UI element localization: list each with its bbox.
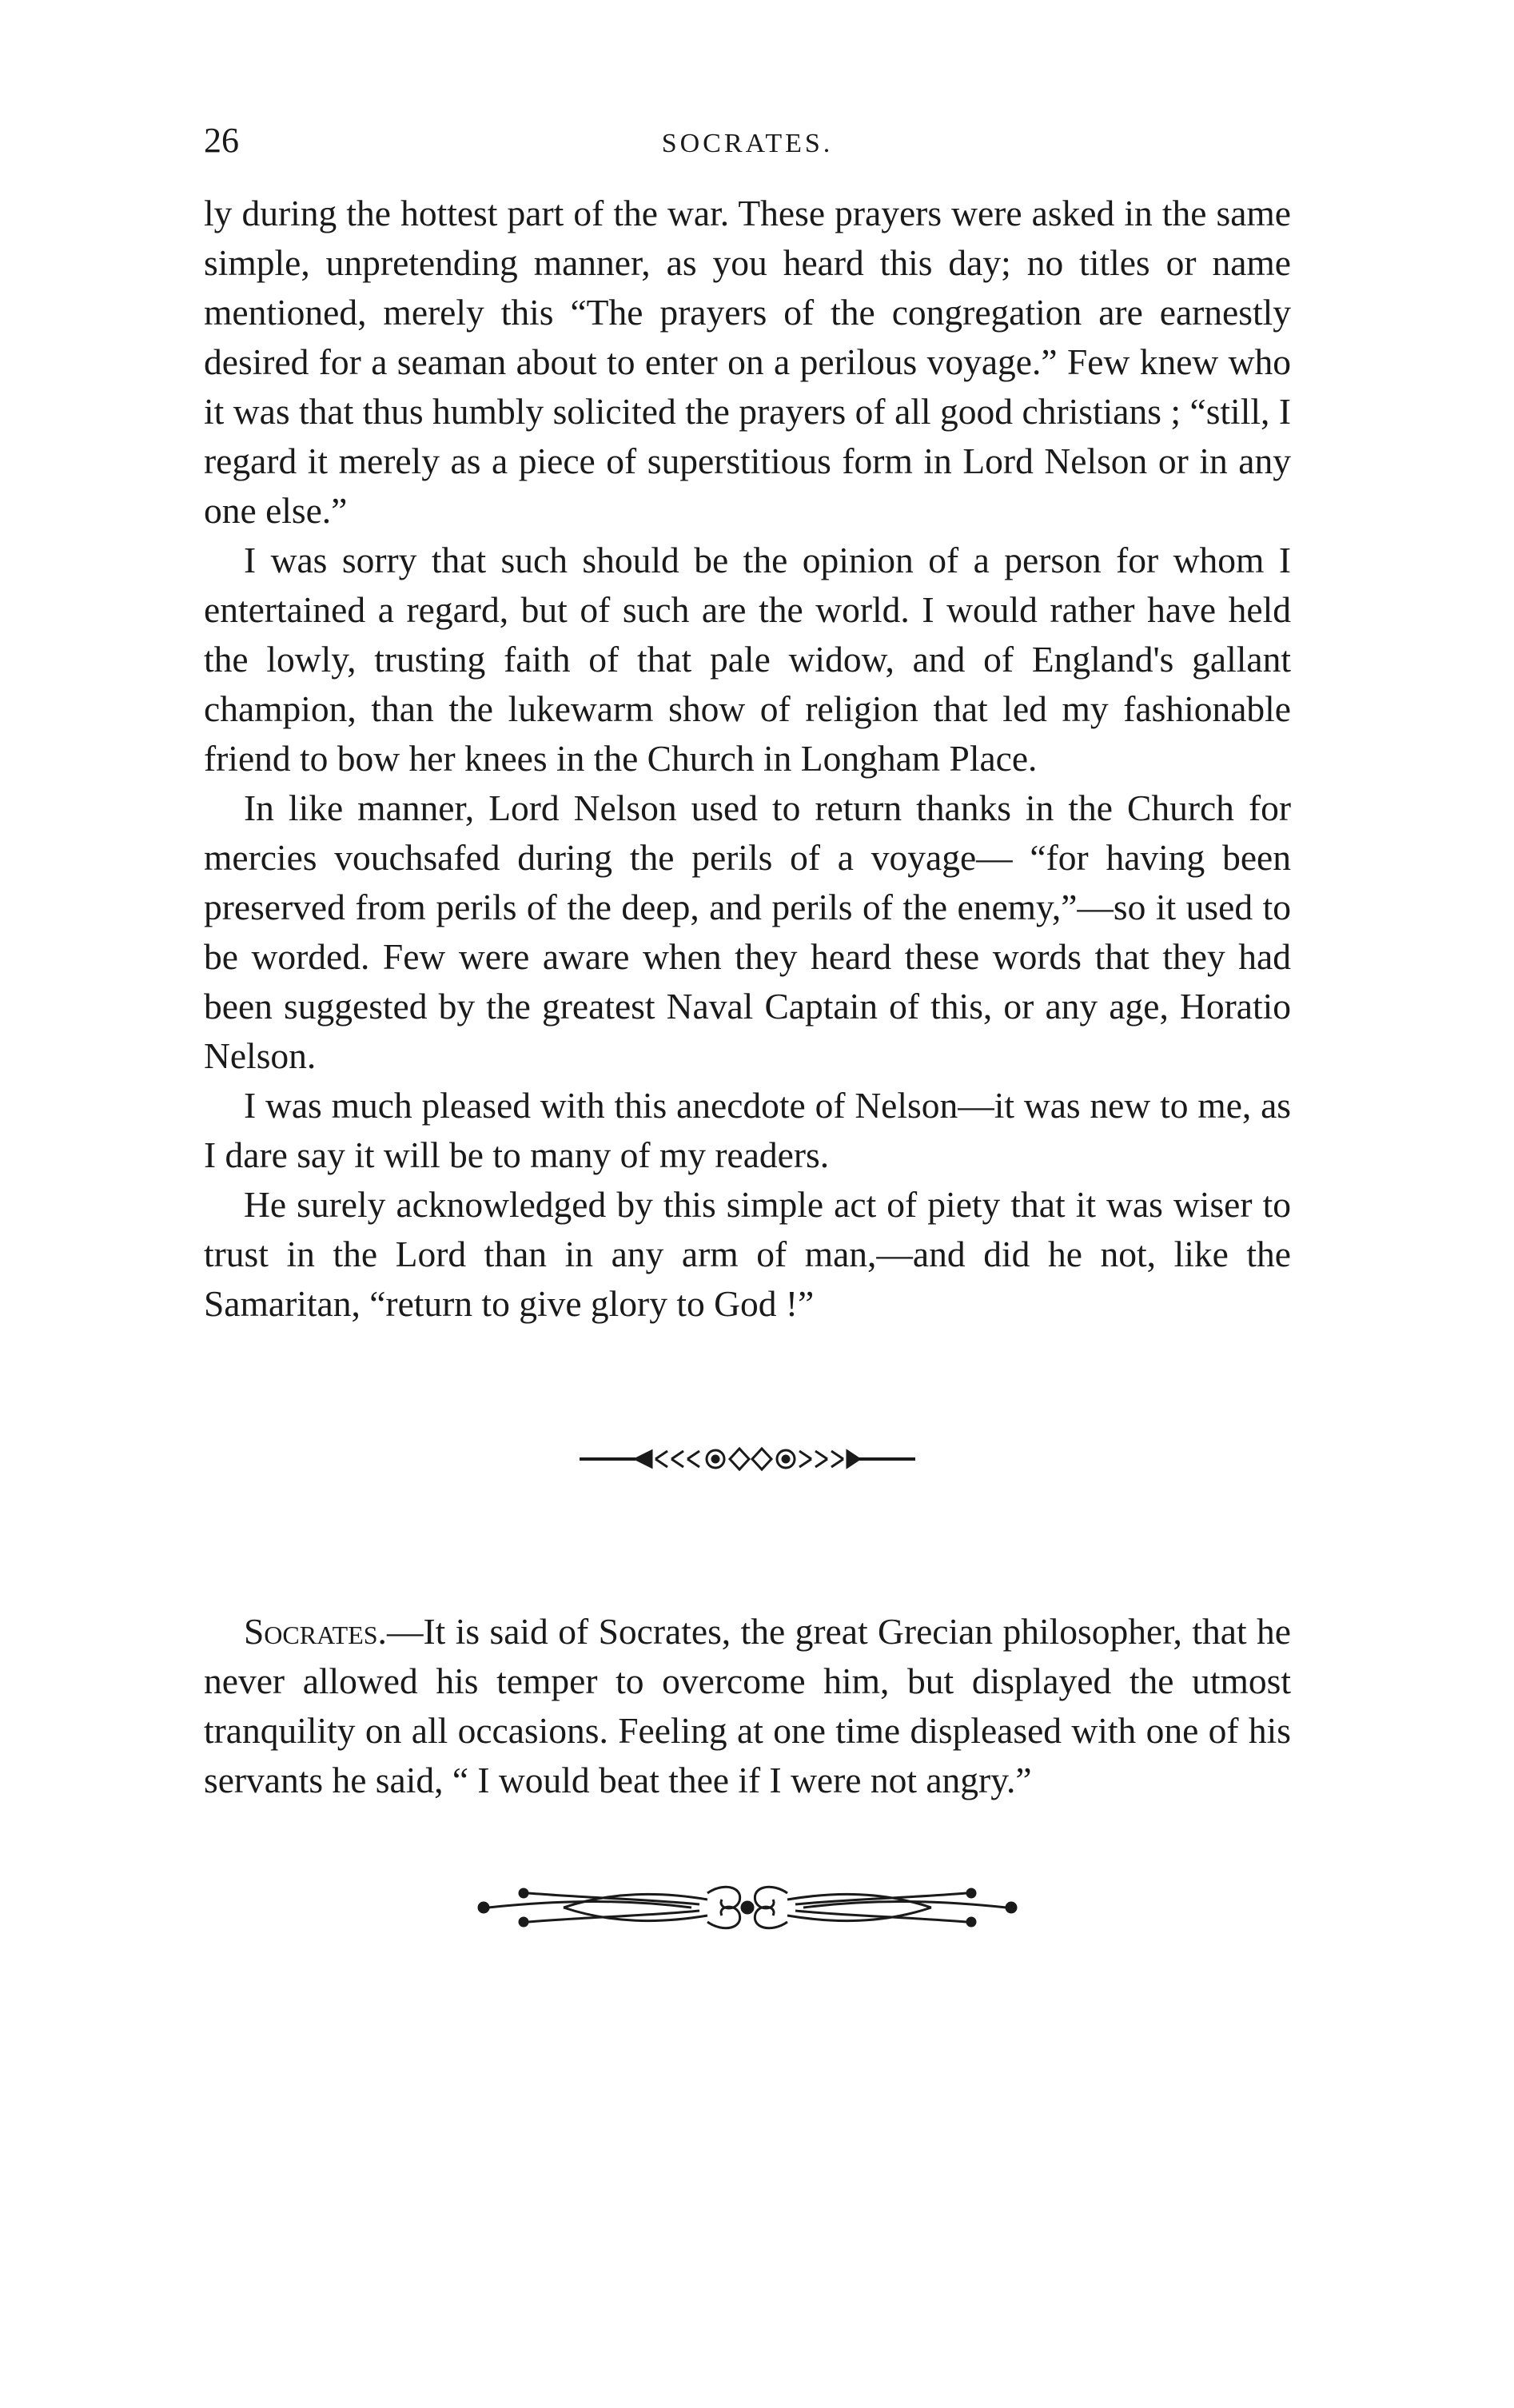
tailpiece-ornament-icon	[468, 1876, 1027, 1940]
socrates-section	[204, 1607, 1291, 1805]
section-heading: Socrates.	[244, 1611, 387, 1652]
paragraph-2: I was sorry that such should be the opinion of a person for whom I entertained a regard, but of such are the world. I would rather have held the lowly, trusting faith of that pale widow, and of England's gallant champion, than the lukewarm show of religion that led my fashionable friend to bow her knees in the Church in Longham Place.	[204, 540, 1291, 779]
paragraph-3: In like manner, Lord Nelson used to return thanks in the Church for mercies vouchsafed during the perils of a voyage— “for having been preserved from perils of the deep, and perils of the enemy,”—so it used to be worded. Few were aware when they heard these words that they had been suggested by the greatest Naval Captain of this, or any age, Horatio Nelson.	[204, 787, 1291, 1076]
running-title: SOCRATES.	[661, 129, 834, 158]
section-paragraph	[204, 1607, 1291, 1805]
section-text: —It is said of Socrates, the great Grecian philosopher, that he never allowed his temper to overcome him, but displayed the utmost tranquility on all occasions. Feeling at one time displeased with one of his servants he said, “ I would beat thee if I were not angry.”	[204, 1611, 1291, 1800]
paragraph-5: He surely acknowledged by this simple act of piety that it was wiser to trust in the Lord than in any arm of man,—and did he not, like the Samaritan, “return to give glory to God !”	[204, 1184, 1291, 1324]
tailpiece-ornament	[204, 1876, 1291, 1948]
running-head	[204, 120, 1291, 168]
divider-ornament	[204, 1439, 1291, 1487]
paragraph-1: ly during the hottest part of the war. These prayers were asked in the same simple, unpretending manner, as you heard this day; no titles or name mentioned, merely this “The prayers of the congregation are earnestly desired for a seaman about to enter on a perilous voyage.” Few knew who it was that thus humbly solicited the prayers of all good christians ; “still, I regard it merely as a piece of superstitious form in Lord Nelson or in any one else.”	[204, 193, 1291, 531]
page-number: 26	[204, 121, 239, 160]
body-text	[204, 189, 1291, 1329]
divider-ornament-icon	[580, 1439, 915, 1479]
paragraph-4: I was much pleased with this anecdote of Nelson—it was new to me, as I dare say it will be to many of my readers.	[204, 1085, 1291, 1175]
book-page	[204, 120, 1291, 1948]
